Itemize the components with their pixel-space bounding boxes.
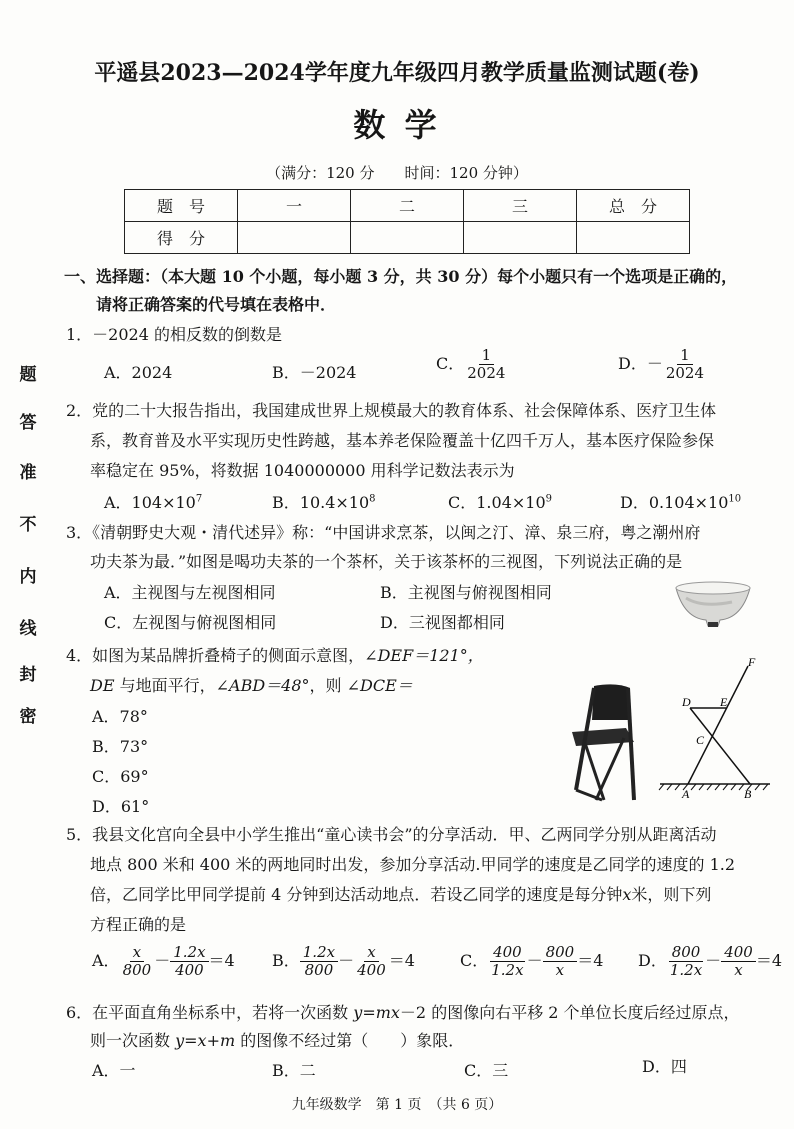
score-input-cell[interactable] bbox=[577, 222, 690, 254]
side-char: 封 bbox=[19, 665, 37, 685]
table-cell: 一 bbox=[238, 190, 351, 222]
q1-option-d[interactable] bbox=[618, 347, 707, 382]
table-cell: 题 号 bbox=[125, 190, 238, 222]
table-cell: 总 分 bbox=[577, 190, 690, 222]
tea-cup-image bbox=[672, 578, 754, 630]
point-label: E bbox=[720, 695, 728, 709]
subject-title: 数 学 bbox=[353, 106, 441, 144]
page-footer: 九年级数学 第 1 页 （共 6 页） bbox=[291, 1097, 503, 1113]
score-input-cell[interactable] bbox=[351, 222, 464, 254]
q3-option-a[interactable]: A．主视图与左视图相同 bbox=[104, 583, 276, 602]
question-5-line4: 方程正确的是 bbox=[90, 915, 187, 934]
option-label: C． bbox=[436, 354, 465, 373]
q1-option-c[interactable] bbox=[436, 347, 508, 382]
question-2-line3: 率稳定在 95%，将数据 1040000000 用科学记数法表示为 bbox=[90, 461, 515, 480]
exam-meta: （满分：120 分 时间：120 分钟） bbox=[266, 164, 528, 182]
q3-option-c[interactable]: C．左视图与俯视图相同 bbox=[104, 613, 277, 632]
question-5-line2: 地点 800 米和 400 米的两地同时出发，参加分享活动.甲同学的速度是乙同学的速度的 1.2 bbox=[90, 855, 736, 874]
point-label: B bbox=[744, 787, 752, 801]
q6-option-a[interactable]: A．一 bbox=[92, 1061, 136, 1080]
q2-option-b[interactable]: B．$10.4\times 10^8$ bbox=[272, 493, 376, 512]
side-char: 密 bbox=[19, 707, 37, 727]
option-label: D．－ bbox=[618, 354, 663, 373]
side-char: 内 bbox=[19, 567, 37, 587]
q6-option-c[interactable]: C．三 bbox=[464, 1061, 509, 1080]
point-label: A bbox=[682, 787, 690, 801]
side-char: 答 bbox=[19, 413, 37, 433]
question-5-line1: 5．我县文化宫向全县中小学生推出“童心读书会”的分享活动．甲、乙两同学分别从距离活动 bbox=[66, 825, 717, 844]
side-char: 准 bbox=[19, 463, 37, 483]
exam-title: 平遥县2023—2024学年度九年级四月教学质量监测试题(卷) bbox=[94, 60, 700, 86]
point-label: F bbox=[748, 655, 756, 669]
q2-option-d[interactable]: D．$0.104\times 10^{10}$ bbox=[620, 493, 742, 512]
q6-option-b[interactable]: B．二 bbox=[272, 1061, 316, 1080]
table-row bbox=[125, 222, 690, 254]
q3-option-d[interactable]: D．三视图都相同 bbox=[380, 613, 505, 632]
q4-option-a[interactable]: A．78° bbox=[92, 707, 148, 726]
fraction: $\frac{1}{2024}$ bbox=[467, 346, 506, 382]
q5-option-a[interactable]: A． $\frac{x}{800}$ － $\frac{1.2x}{400}$ ＝4 bbox=[92, 943, 235, 979]
score-table bbox=[124, 189, 690, 254]
q6-option-d[interactable]: D．四 bbox=[642, 1057, 687, 1076]
section-heading-line2: 请将正确答案的代号填在表格中． bbox=[96, 295, 337, 314]
q2-option-c[interactable]: C．$1.04\times 10^9$ bbox=[448, 493, 553, 512]
question-2-line1: 2．党的二十大报告指出，我国建成世界上规模最大的教育体系、社会保障体系、医疗卫生体 bbox=[66, 401, 717, 420]
chair-side-diagram bbox=[652, 652, 782, 802]
question-1-stem: 1．－2024 的相反数的倒数是 bbox=[66, 325, 282, 344]
question-5-line3: 倍，乙同学比甲同学提前 4 分钟到达活动地点．若设乙同学的速度是每分钟x米，则下列 bbox=[90, 885, 712, 904]
point-label: D bbox=[682, 695, 691, 709]
q1-option-b[interactable]: B．－2024 bbox=[272, 363, 357, 382]
question-6-line1: 6．在平面直角坐标系中，若将一次函数 y=mx－2 的图像向右平移 2 个单位长度后经过原点， bbox=[66, 1003, 740, 1022]
q5-option-c[interactable]: C． $\frac{400}{1.2x}$ － $\frac{800}{x}$ ＝4 bbox=[460, 943, 604, 979]
side-char: 线 bbox=[19, 619, 37, 639]
q3-option-b[interactable]: B．主视图与俯视图相同 bbox=[380, 583, 552, 602]
folding-chair-image bbox=[554, 680, 644, 810]
table-row bbox=[125, 190, 690, 222]
point-label: C bbox=[696, 733, 705, 747]
question-6-line2: 则一次函数 y=x+m 的图像不经过第（ ）象限． bbox=[90, 1031, 465, 1050]
side-char: 题 bbox=[19, 365, 37, 385]
question-3-line1: 3．《清朝野史大观・清代述异》称：“中国讲求烹茶，以闽之汀、漳、泉三府，粤之潮州府 bbox=[66, 523, 701, 542]
score-input-cell[interactable] bbox=[464, 222, 577, 254]
q4-option-d[interactable]: D．61° bbox=[92, 797, 150, 816]
table-cell: 二 bbox=[351, 190, 464, 222]
question-4-line1: 4．如图为某品牌折叠椅子的侧面示意图，∠DEF＝121°， bbox=[66, 646, 484, 665]
q4-option-b[interactable]: B．73° bbox=[92, 737, 149, 756]
table-cell: 三 bbox=[464, 190, 577, 222]
fraction: $\frac{1}{2024}$ bbox=[665, 346, 705, 382]
section-heading: 一、选择题：（本大题 10 个小题，每小题 3 分，共 30 分）每个小题只有一个选项是正确的， bbox=[64, 267, 738, 286]
q1-option-a[interactable]: A．2024 bbox=[104, 363, 173, 382]
q5-option-b[interactable]: B． $\frac{1.2x}{800}$ － $\frac{x}{400}$ ＝4 bbox=[272, 943, 415, 979]
question-4-line2: DE 与地面平行，∠ABD＝48°，则 ∠DCE＝ bbox=[90, 676, 413, 695]
side-char: 不 bbox=[19, 515, 37, 535]
q5-option-d[interactable]: D． $\frac{800}{1.2x}$ － $\frac{400}{x}$ ＝4 bbox=[638, 943, 783, 979]
q4-option-c[interactable]: C．69° bbox=[92, 767, 149, 786]
score-input-cell[interactable] bbox=[238, 222, 351, 254]
question-3-line2: 功夫茶为最．”如图是喝功夫茶的一个茶杯，关于该茶杯的三视图，下列说法正确的是 bbox=[90, 552, 683, 571]
q2-option-a[interactable]: A．$104\times 10^7$ bbox=[104, 493, 203, 512]
table-cell: 得 分 bbox=[125, 222, 238, 254]
question-2-line2: 系，教育普及水平实现历史性跨越，基本养老保险覆盖十亿四千万人，基本医疗保险参保 bbox=[90, 431, 715, 450]
